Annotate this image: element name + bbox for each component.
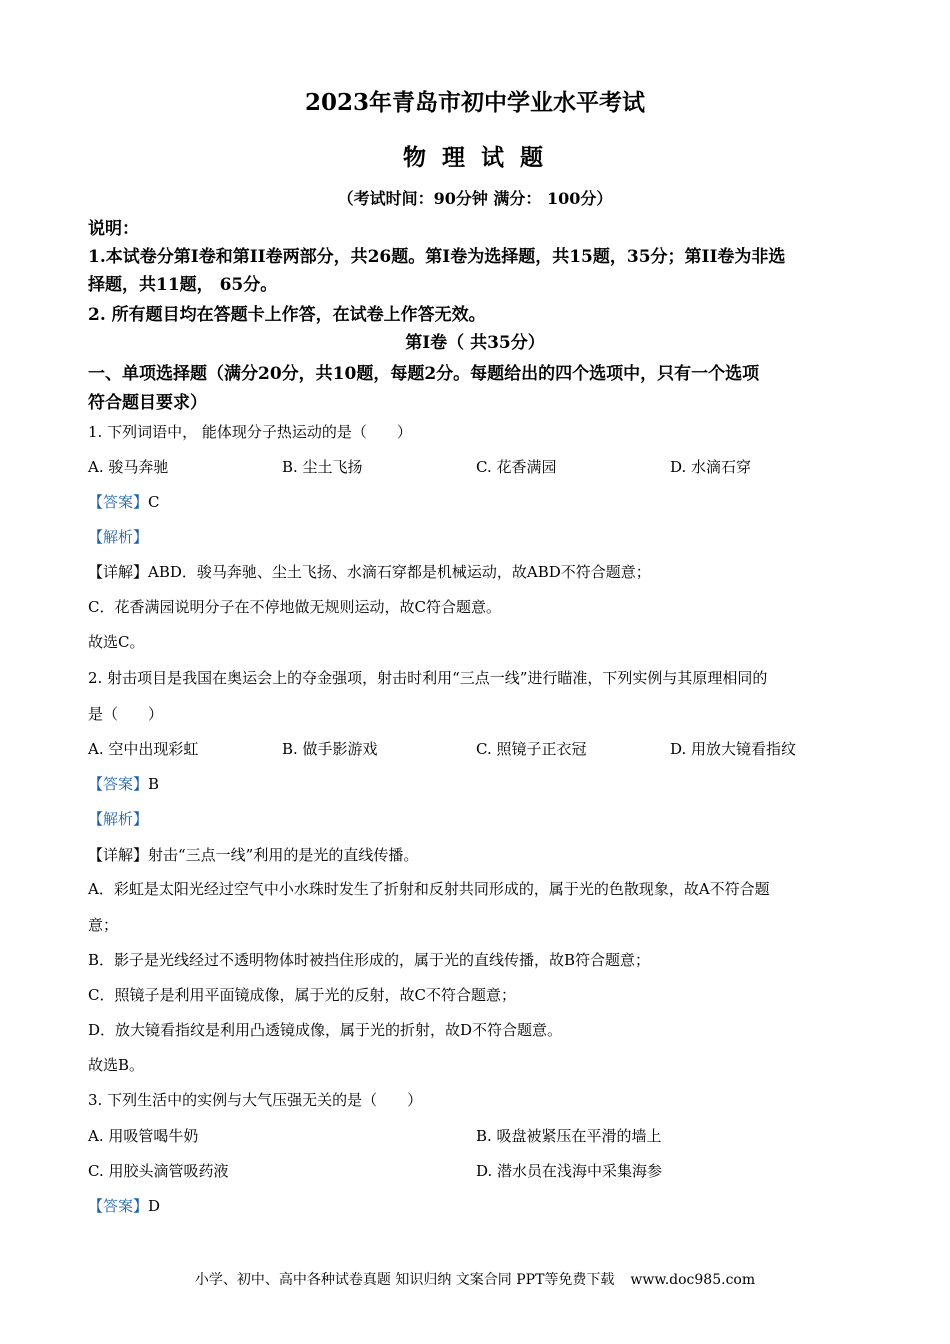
- q2-stem-b: 是（ ）: [88, 705, 164, 723]
- q2-option-a: A. 空中出现彩虹: [88, 740, 199, 758]
- q1-option-c: C. 花香满园: [476, 458, 557, 476]
- answer-value: B: [148, 775, 160, 793]
- q3-option-c: C. 用胶头滴管吸药液: [88, 1162, 229, 1180]
- q3-answer: [88, 1196, 160, 1216]
- q2-b-line: B．影子是光线经过不透明物体时被挡住形成的，属于光的直线传播，故B符合题意；: [88, 951, 651, 969]
- page-footer: [0, 1269, 950, 1289]
- notes-line-1b: 择题，共11题， 65分。: [88, 275, 278, 295]
- q1-answer: [88, 492, 160, 512]
- notes-line-2: 2. 所有题目均在答题卡上作答，在试卷上作答无效。: [88, 305, 486, 325]
- answer-tag: 【答案】: [88, 775, 149, 793]
- q3-option-b: B. 吸盘被紧压在平滑的墙上: [476, 1127, 662, 1145]
- q1-option-a: A. 骏马奔驰: [88, 458, 169, 476]
- q2-stem-a: 2. 射击项目是我国在奥运会上的夺金强项，射击时利用“三点一线”进行瞄准，下列实例与其原理相同的: [88, 669, 768, 687]
- volume-heading: 第I卷（ 共35分）: [405, 333, 545, 353]
- q2-a-line-2: 意；: [88, 916, 119, 934]
- q1-detail: 【详解】ABD．骏马奔驰、尘土飞扬、水滴石穿都是机械运动，故ABD不符合题意；: [88, 563, 651, 581]
- q2-detail: 【详解】射击“三点一线”利用的是光的直线传播。: [88, 846, 419, 864]
- q1-option-d: D. 水滴石穿: [670, 458, 752, 476]
- q2-analysis-tag: 【解析】: [88, 810, 149, 828]
- q3-option-d: D. 潜水员在浅海中采集海参: [476, 1162, 663, 1180]
- q3-option-a: A. 用吸管喝牛奶: [88, 1127, 199, 1145]
- q2-option-c: C. 照镜子正衣冠: [476, 740, 587, 758]
- notes-label: 说明：: [88, 219, 139, 239]
- q2-option-b: B. 做手影游戏: [282, 740, 378, 758]
- q2-conclusion: 故选B。: [88, 1056, 145, 1074]
- q1-conclusion: 故选C。: [88, 633, 145, 651]
- q3-stem: 3. 下列生活中的实例与大气压强无关的是（ ）: [88, 1091, 423, 1109]
- q1-option-b: B. 尘土飞扬: [282, 458, 363, 476]
- q2-d-line: D．放大镜看指纹是利用凸透镜成像，属于光的折射，故D不符合题意。: [88, 1021, 563, 1039]
- footer-text: 小学、初中、高中各种试卷真题 知识归纳 文案合同 PPT等免费下载: [194, 1272, 615, 1288]
- exam-info: （考试时间：90分钟 满分： 100分）: [337, 189, 613, 208]
- section-heading-1: 一、单项选择题（满分20分，共10题，每题2分。每题给出的四个选项中，只有一个选项: [88, 364, 760, 384]
- q2-c-line: C．照镜子是利用平面镜成像，属于光的反射，故C不符合题意；: [88, 986, 516, 1004]
- q1-stem: 1. 下列词语中， 能体现分子热运动的是（ ）: [88, 423, 412, 441]
- answer-tag: 【答案】: [88, 1197, 149, 1215]
- q2-answer: [88, 774, 159, 794]
- answer-value: D: [148, 1197, 161, 1215]
- notes-line-1a: 1.本试卷分第I卷和第II卷两部分，共26题。第I卷为选择题，共15题，35分；第II卷为非选: [88, 247, 786, 267]
- subject-title: 物 理 试 题: [402, 144, 548, 171]
- answer-value: C: [148, 493, 160, 511]
- q2-a-line-1: A．彩虹是太阳光经过空气中小水珠时发生了折射和反射共同形成的，属于光的色散现象，故A不符合题: [88, 880, 770, 898]
- section-heading-2: 符合题目要求）: [88, 393, 207, 413]
- q1-c-line: C．花香满园说明分子在不停地做无规则运动，故C符合题意。: [88, 598, 501, 616]
- q1-analysis-tag: 【解析】: [88, 528, 149, 546]
- q2-option-d: D. 用放大镜看指纹: [670, 740, 797, 758]
- exam-title: 2023年青岛市初中学业水平考试: [304, 89, 645, 116]
- footer-url[interactable]: www.doc985.com: [630, 1272, 756, 1288]
- answer-tag: 【答案】: [88, 493, 149, 511]
